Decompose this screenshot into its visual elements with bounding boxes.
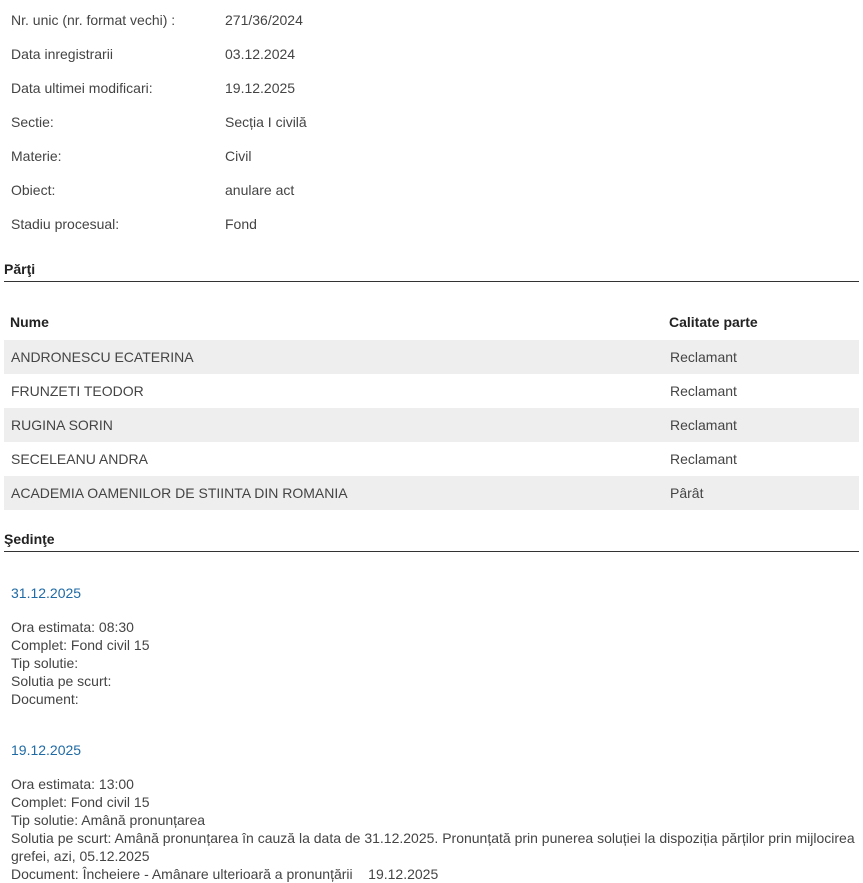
party-name: FRUNZETI TEODOR: [11, 383, 144, 399]
sessions-section-title: Şedinţe: [4, 529, 859, 552]
party-role: Reclamant: [670, 349, 737, 365]
party-role: Reclamant: [670, 383, 737, 399]
session-solutia: Solutia pe scurt:: [11, 673, 112, 689]
session-tip-solutie: Tip solutie: Amână pronunțarea: [11, 812, 206, 828]
table-row: [4, 442, 859, 476]
party-role: Reclamant: [670, 451, 737, 467]
info-value: anulare act: [225, 182, 295, 198]
session-ora: Ora estimata: 13:00: [11, 776, 134, 792]
party-name: SECELEANU ANDRA: [11, 451, 148, 467]
info-label: Materie:: [11, 148, 62, 164]
session-complet: Complet: Fond civil 15: [11, 637, 150, 653]
table-row: [4, 476, 859, 510]
session-entry: [11, 741, 856, 883]
info-value: 03.12.2024: [225, 46, 296, 62]
session-date: 19.12.2025: [11, 742, 82, 758]
parties-section-title: Părţi: [4, 259, 859, 282]
info-value: Fond: [225, 216, 257, 232]
table-row: [4, 340, 859, 374]
parties-table: [4, 306, 859, 510]
party-name: ACADEMIA OAMENILOR DE STIINTA DIN ROMANIA: [11, 485, 348, 501]
session-ora: Ora estimata: 08:30: [11, 619, 134, 635]
session-tip-solutie: Tip solutie:: [11, 655, 79, 671]
table-row: [4, 374, 859, 408]
info-label: Obiect:: [11, 182, 56, 198]
party-name: ANDRONESCU ECATERINA: [11, 349, 194, 365]
table-row: [4, 408, 859, 442]
session-solutia: Solutia pe scurt: Amână pronunțarea în cauză la data de 31.12.2025. Pronunțată prin punerea soluției la dispoziția părților prin mijlocirea grefei, azi, 05.12.2025: [11, 830, 855, 864]
info-value: 271/36/2024: [225, 12, 303, 28]
info-label: Data inregistrarii: [11, 46, 113, 62]
column-header-role: Calitate parte: [669, 314, 758, 330]
info-value: 19.12.2025: [225, 80, 296, 96]
column-header-name: Nume: [10, 314, 49, 330]
session-document: Document:: [11, 691, 79, 707]
session-date: 31.12.2025: [11, 585, 82, 601]
info-label: Nr. unic (nr. format vechi) :: [11, 12, 176, 28]
party-name: RUGINA SORIN: [11, 417, 113, 433]
parties-table-header: [4, 306, 859, 340]
info-value: Secția I civilă: [225, 114, 307, 130]
info-label: Sectie:: [11, 114, 54, 130]
session-entry: [11, 584, 856, 708]
info-label: Stadiu procesual:: [11, 216, 120, 232]
party-role: Reclamant: [670, 417, 737, 433]
party-role: Pârât: [670, 485, 704, 501]
info-label: Data ultimei modificari:: [11, 80, 153, 96]
session-document[interactable]: Document: Încheiere - Amânare ulterioară a pronunțării 19.12.2025: [11, 866, 439, 882]
session-complet: Complet: Fond civil 15: [11, 794, 150, 810]
info-value: Civil: [225, 148, 252, 164]
